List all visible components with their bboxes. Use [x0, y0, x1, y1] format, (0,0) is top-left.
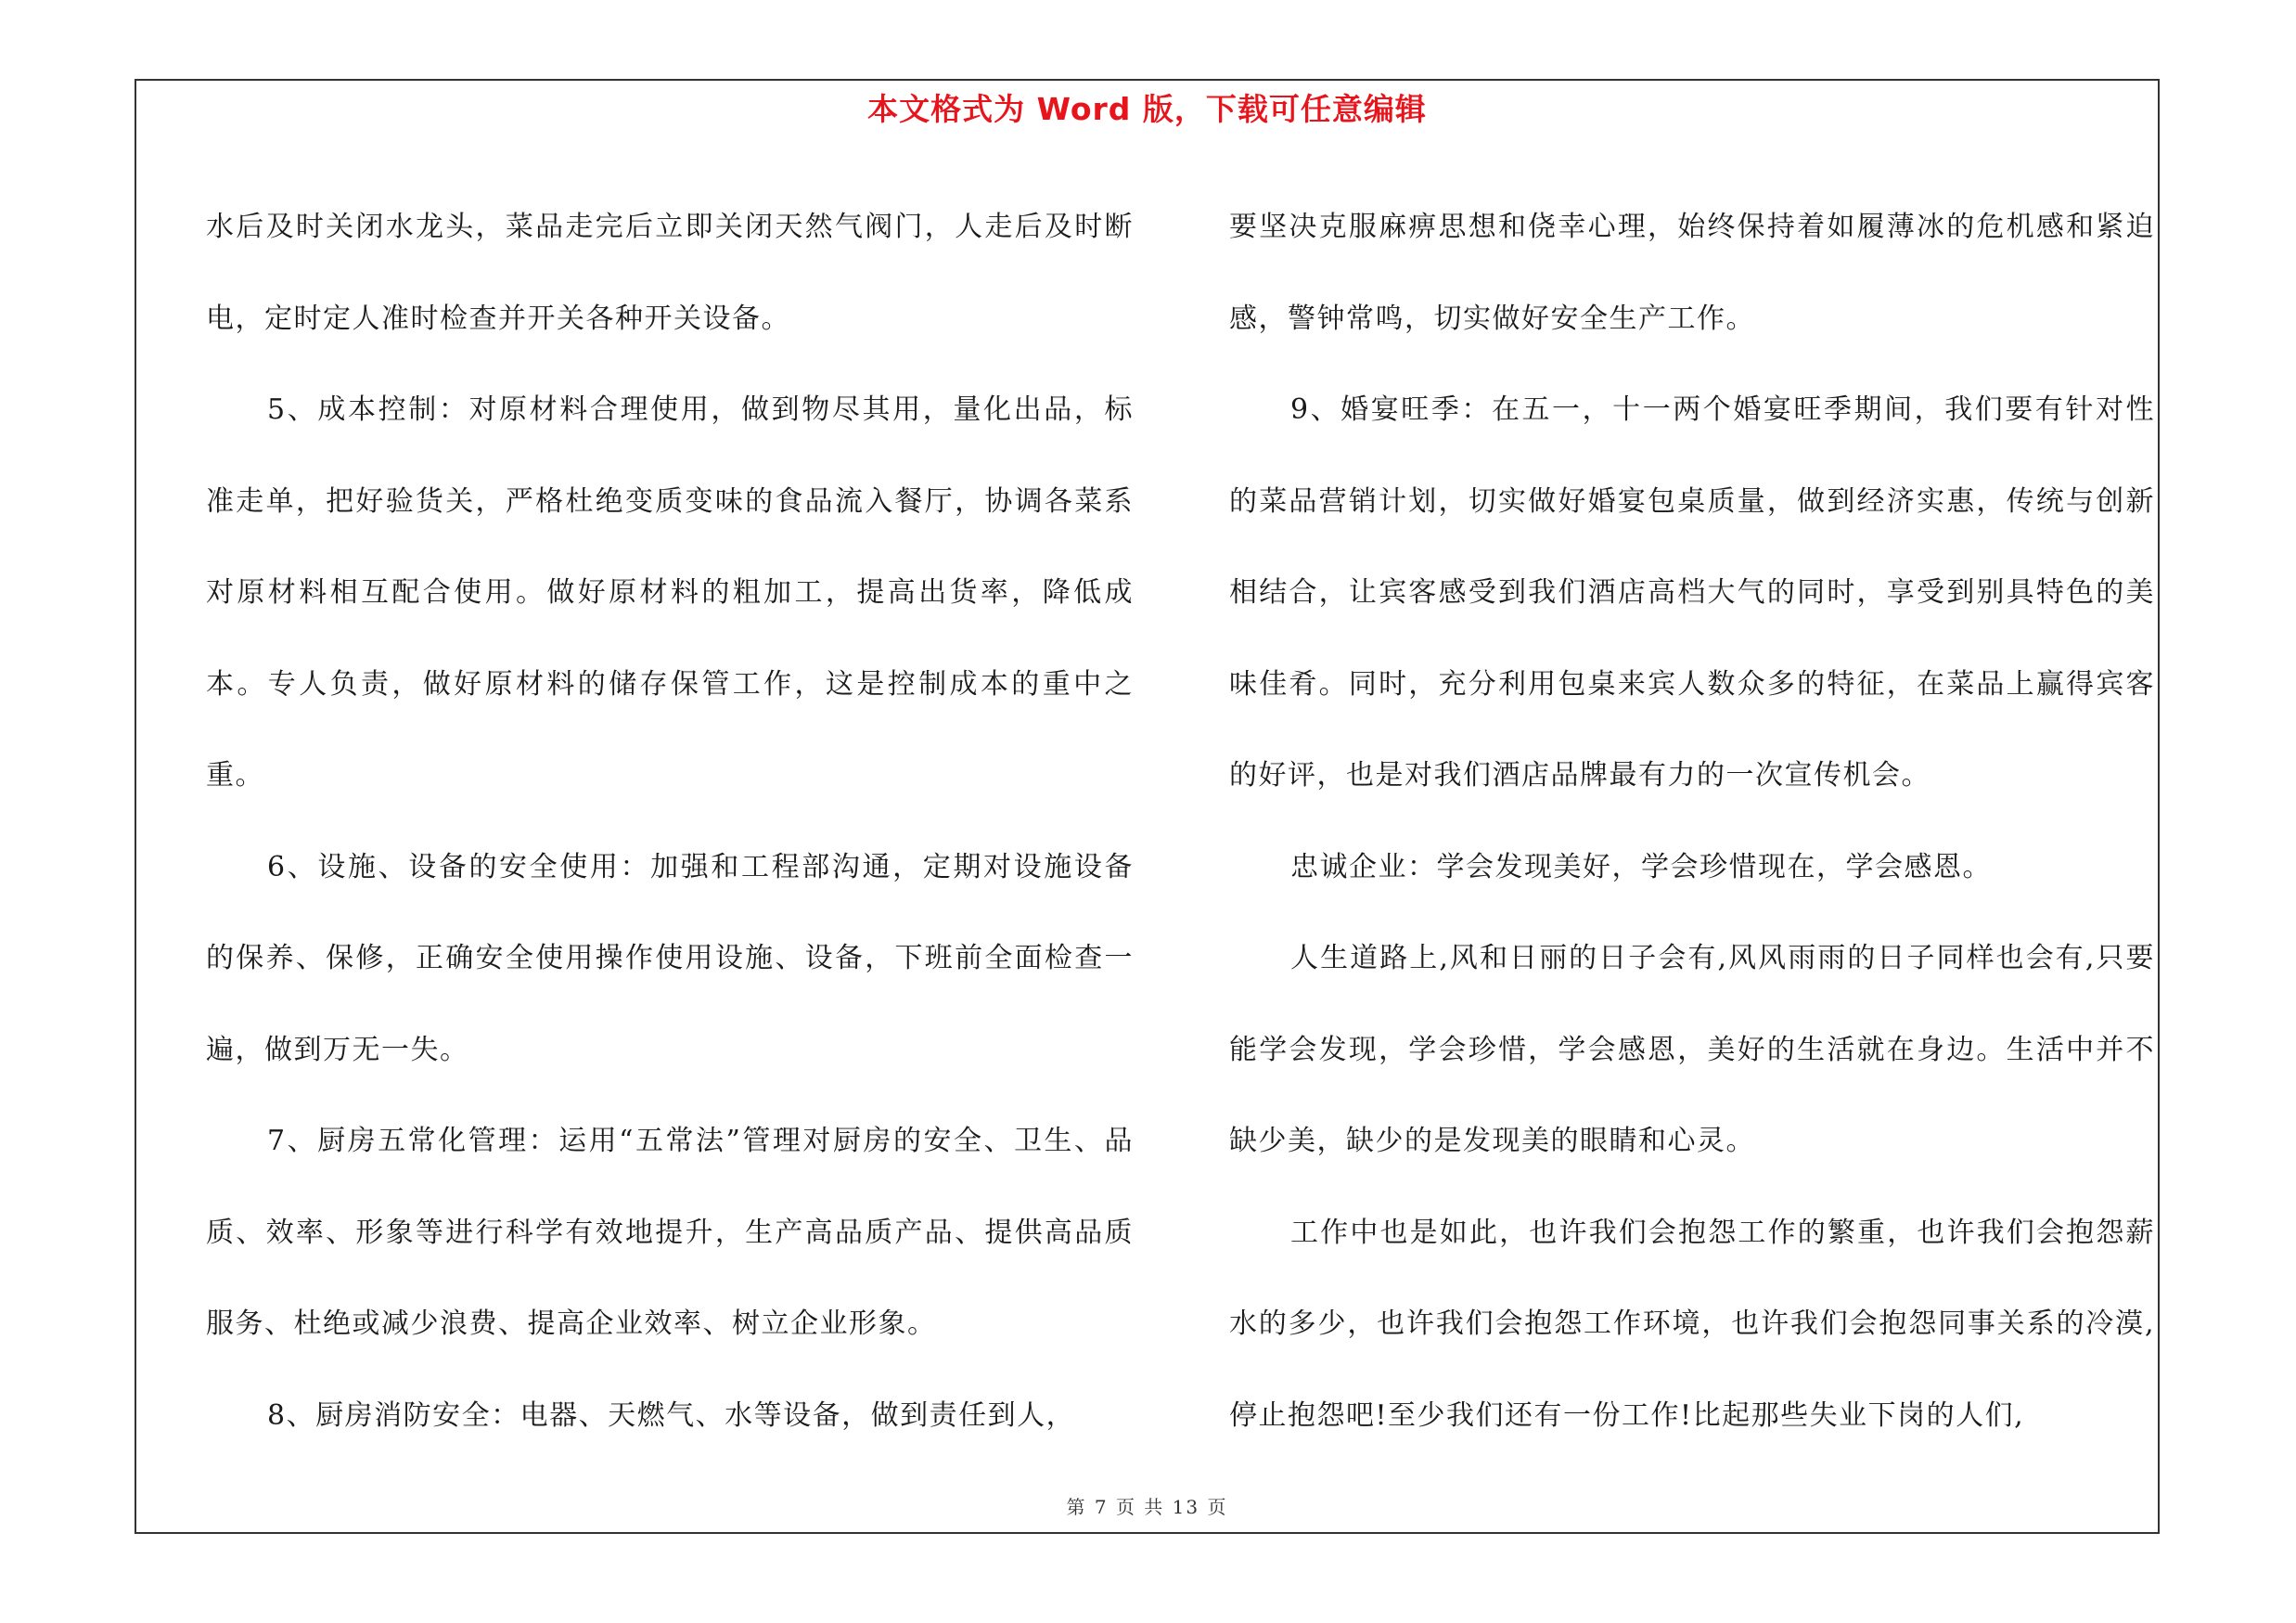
paragraph: 5、成本控制：对原材料合理使用，做到物尽其用，量化出品，标准走单，把好验货关，严格杜绝变质变味的食品流入餐厅，协调各菜系对原材料相互配合使用。做好原材料的粗加工，提高出货率，降低成本。专人负责，做好原材料的储存保管工作，这是控制成本的重中之重。 [206, 393, 1134, 792]
paragraph: 水后及时关闭水龙头，菜品走完后立即关闭天然气阀门，人走后及时断电，定时定人准时检查并开关各种开关设备。 [206, 211, 1134, 335]
paragraph: 9、婚宴旺季：在五一，十一两个婚宴旺季期间，我们要有针对性的菜品营销计划，切实做好婚宴包桌质量，做到经济实惠，传统与创新相结合，让宾客感受到我们酒店高档大气的同时，享受到别具特色的美味佳肴。同时，充分利用包桌来宾人数众多的特征，在菜品上赢得宾客的好评，也是对我们酒店品牌最有力的一次宣传机会。 [1229, 393, 2155, 792]
left-column [206, 182, 1134, 1462]
paragraph: 6、设施、设备的安全使用：加强和工程部沟通，定期对设施设备的保养、保修，正确安全使用操作使用设施、设备，下班前全面检查一遍，做到万无一失。 [206, 850, 1134, 1066]
right-column [1229, 182, 2155, 1462]
paragraph: 8、厨房消防安全：电器、天燃气、水等设备，做到责任到人， [267, 1398, 1076, 1432]
paragraph: 要坚决克服麻痹思想和侥幸心理，始终保持着如履薄冰的危机感和紧迫感，警钟常鸣，切实做好安全生产工作。 [1229, 211, 2155, 335]
paragraph: 人生道路上,风和日丽的日子会有,风风雨雨的日子同样也会有,只要能学会发现，学会珍惜，学会感恩，美好的生活就在身边。生活中并不缺少美，缺少的是发现美的眼睛和心灵。 [1229, 942, 2155, 1157]
paragraph: 工作中也是如此，也许我们会抱怨工作的繁重，也许我们会抱怨薪水的多少，也许我们会抱怨工作环境，也许我们会抱怨同事关系的冷漠,停止抱怨吧!至少我们还有一份工作!比起那些失业下岗的人们, [1229, 1216, 2155, 1432]
paragraph: 忠诚企业：学会发现美好，学会珍惜现在，学会感恩。 [1290, 850, 1992, 883]
page-number: 第 7 页 共 13 页 [1066, 1496, 1228, 1518]
header-banner: 本文格式为 Word 版，下载可任意编辑 [867, 91, 1427, 127]
paragraph: 7、厨房五常化管理：运用“五常法”管理对厨房的安全、卫生、品质、效率、形象等进行科学有效地提升，生产高品质产品、提供高品质服务、杜绝或减少浪费、提高企业效率、树立企业形象。 [206, 1125, 1134, 1340]
